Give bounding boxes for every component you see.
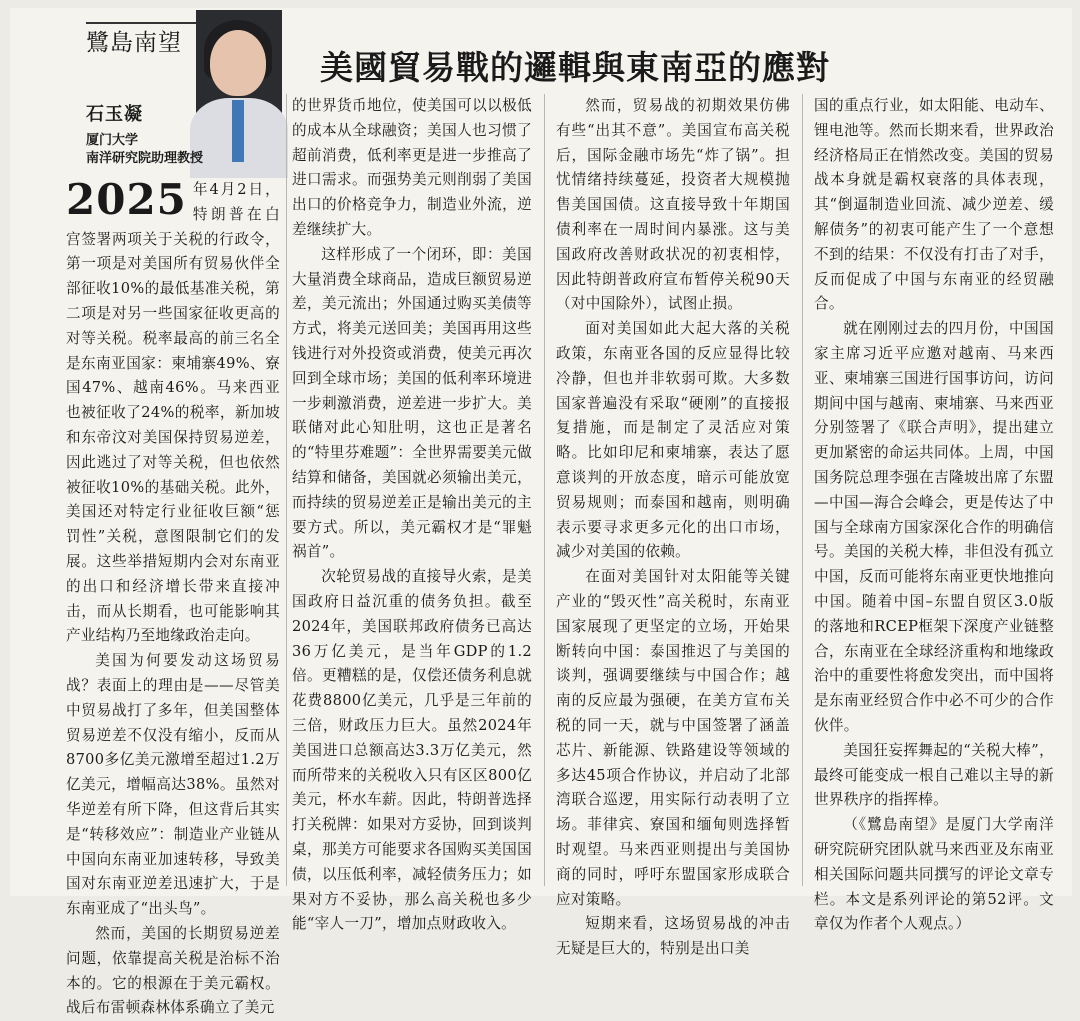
paragraph: 美国狂妄挥舞起的“关税大棒”，最终可能变成一根自己难以主导的新世界秩序的指挥棒。 bbox=[814, 741, 1054, 809]
paragraph: （《鷺島南望》是厦门大学南洋研究院研究团队就马来西亚及东南亚相关国际问题共同撰写的评论文章专栏。本文是系列评论的第52评。文章仅为作者个人观点。） bbox=[814, 816, 1054, 933]
author-affiliation-1: 厦门大学 bbox=[86, 133, 139, 148]
author-byline bbox=[86, 100, 203, 168]
paragraph: 然而，美国的长期贸易逆差问题，依靠提高关税是治标不治本的。它的根源在于美元霸权。战后布雷顿森林体系确立了美元 bbox=[66, 924, 280, 1017]
paragraph: 然而，贸易战的初期效果仿佛有些“出其不意”。美国宣布高关税后，国际金融市场先“炸了锅”。担忧情绪持续蔓延，投资者大规模抛售美国国债。这直接导致十年期国债利率在一周时间内暴涨。这与美国政府改善财政状况的初衷相悖，因此特朗普政府宣布暂停关税90天（对中国除外），试图止损。 bbox=[556, 97, 790, 313]
paragraph: 国的重点行业，如太阳能、电动车、锂电池等。然而长期来看，世界政治经济格局正在悄然改变。美国的贸易战本身就是霸权衰落的具体表现，其“倒逼制造业回流、减少逆差、缓解债务”的初衷可能产生了一个意想不到的结果：不仅没有打击了对手，反而促成了中国与东南亚的经贸融合。 bbox=[814, 97, 1054, 313]
paragraph: 2025 年4月2日，特朗普在白宫签署两项关于关税的行政令，第一项是对美国所有贸易伙伴全部征收10%的最低基准关税，第二项是对另一些国家征收更高的对等关税。税率最高的前三名全是东南亚国家：柬埔寨49%、寮国47%、越南46%。马来西亚也被征收了24%的税率，新加坡和东帝汶对美国保持贸易逆差，因此逃过了对等关税，但也依然被征收10%的基础关税。此外，美国还对特定行业征收巨额“惩罚性”关税，意图限制它们的发展。这些举措短期内会对东南亚的出口和经济增长带来直接冲击，而从长期看，也可能影响其产业结构乃至地缘政治走向。 bbox=[66, 175, 280, 645]
paragraph: 短期来看，这场贸易战的冲击无疑是巨大的，特别是出口美 bbox=[556, 915, 790, 958]
column-title-text: 鷺島南望 bbox=[86, 30, 182, 56]
article-column-2 bbox=[292, 94, 532, 937]
column-rule bbox=[802, 94, 803, 886]
column-rule bbox=[544, 94, 545, 886]
paragraph: 在面对美国针对太阳能等关键产业的“毁灭性”高关税时，东南亚国家展现了更坚定的立场，开始果断转向中国：泰国推迟了与美国的谈判，强调要继续与中国合作；越南的反应最为强硬，在美方宣布关税的同一天，就与中国签署了涵盖芯片、新能源、铁路建设等领域的多达45项合作协议，并启动了北部湾联合巡逻，用实际行动表明了立场。菲律宾、寮国和缅甸则选择暂时观望。马来西亚则提出与美国协商的同时，呼吁东盟国家形成联合应对策略。 bbox=[556, 568, 790, 908]
column-rule bbox=[286, 94, 287, 886]
author-photo bbox=[196, 10, 282, 162]
article-column-4 bbox=[814, 94, 1054, 937]
author-affiliation-2: 南洋研究院助理教授 bbox=[86, 151, 204, 166]
paragraph: 面对美国如此大起大落的关税政策，东南亚各国的反应显得比较冷静，但也并非软弱可欺。大多数国家普遍没有采取“硬刚”的直接报复措施，而是制定了灵活应对策略。比如印尼和柬埔寨，表达了愿意谈判的开放态度，暗示可能放宽贸易规则；而泰国和越南，则明确表示要寻求更多元化的出口市场，减少对美国的依赖。 bbox=[556, 320, 790, 561]
author-name: 石玉凝 bbox=[86, 104, 143, 125]
article-column-3 bbox=[556, 94, 790, 962]
paragraph: 次轮贸易战的直接导火索，是美国政府日益沉重的债务负担。截至2024年，美国联邦政府债务已高达36万亿美元，是当年GDP的1.2倍。更糟糕的是，仅偿还债务利息就花费8800亿美元，几乎是三年前的三倍，财政压力巨大。虽然2024年美国进口总额高达3.3万亿美元，然而所带来的关税收入只有区区800亿美元，杯水车薪。因此，特朗普选择打关税牌：如果对方妥协，回到谈判桌，那美方可能要求各国购买美国国债，以压低利率，减轻债务压力；如果对方不妥协，那么高关税也多少能“宰人一刀”，增加点财政收入。 bbox=[292, 568, 532, 933]
paragraph: 就在刚刚过去的四月份，中国国家主席习近平应邀对越南、马来西亚、柬埔寨三国进行国事访问，访问期间中国与越南、柬埔寨、马来西亚分别签署了《联合声明》，提出建立更加紧密的命运共同体。上周，中国国务院总理李强在吉隆坡出席了东盟—中国—海合会峰会，更是传达了中国与全球南方国家深化合作的明确信号。美国的关税大棒，非但没有孤立中国，反而可能将东南亚更快地推向中国。随着中国–东盟自贸区3.0版的落地和RCEP框架下深度产业链整合，东南亚在全球经济重构和地缘政治中的重要性将愈发突出，而中国将是东南亚经贸合作中必不可少的合作伙伴。 bbox=[814, 320, 1054, 734]
paragraph: 的世界货币地位，使美国可以以极低的成本从全球融资；美国人也习惯了超前消费，低利率更是进一步推高了进口需求。而强势美元则削弱了美国出口的价格竞争力，制造业外流，逆差继续扩大。 bbox=[292, 97, 532, 238]
paragraph: 这样形成了一个闭环，即：美国大量消费全球商品，造成巨额贸易逆差，美元流出；外国通过购买美债等方式，将美元送回美；美国再用这些钱进行对外投资或消费，使美元再次回到全球市场；美国的低利率环境进一步刺激消费，逆差进一步扩大。美联储对此心知肚明，这也正是著名的“特里芬难题”：全世界需要美元做结算和储备，美国就必须输出美元，而持续的贸易逆差正是输出美元的主要方式。所以，美元霸权才是“罪魁祸首”。 bbox=[292, 245, 532, 561]
article-column-1 bbox=[66, 175, 280, 1021]
paragraph: 美国为何要发动这场贸易战？表面上的理由是——尽管美中贸易战打了多年，但美国整体贸易逆差不仅没有缩小，反而从8700多亿美元激增至超过1.2万亿美元，增幅高达38%。虽然对华逆差有所下降，但这背后其实是“转移效应”：制造业产业链从中国向东南亚加速转移，导致美国对东南亚逆差迅速扩大，于是东南亚成了“出头鸟”。 bbox=[66, 652, 280, 918]
article-headline: 美國貿易戰的邏輯與東南亞的應對 bbox=[320, 48, 830, 87]
dropcap-year: 2025 bbox=[66, 175, 187, 224]
newspaper-page bbox=[10, 8, 1072, 1017]
